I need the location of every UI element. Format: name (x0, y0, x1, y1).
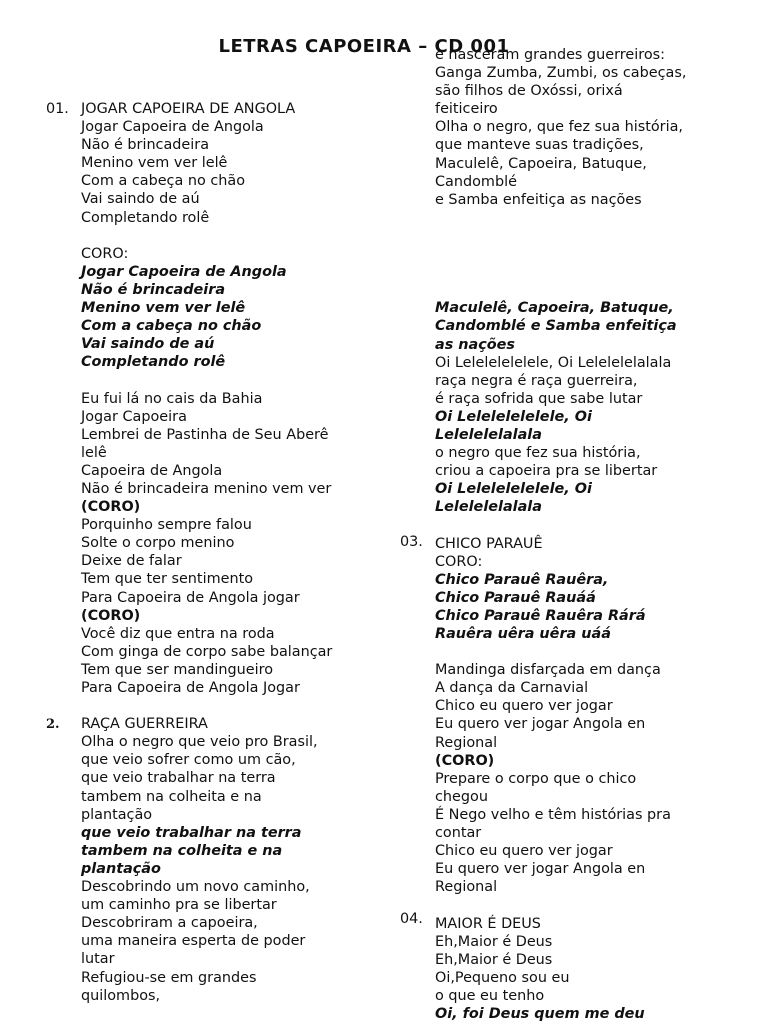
lyric-line: o negro que fez sua história, (435, 445, 641, 462)
bold-lyric-line: Oi Lelelelelelele, Oi (435, 481, 592, 498)
coro-line: Chico Parauê Rauêra, (435, 571, 609, 588)
coro-line: Não é brincadeira (81, 281, 226, 298)
lyric-line: Oi Lelelelelelele, Oi Lelelelelalala (435, 354, 672, 371)
coro-line: Vai saindo de aú (81, 336, 215, 353)
bold-lyric-line: Oi, foi Deus quem me deu (435, 1005, 645, 1022)
bold-lyric-line: Candomblé e Samba enfeitiça (435, 318, 677, 335)
section-title-1: JOGAR CAPOEIRA DE ANGOLA (81, 101, 296, 117)
lyric-line: Você diz que entra na roda (81, 625, 275, 642)
bold-lyric-line: tambem na colheita e na (81, 842, 283, 859)
lyric-line: Olha o negro que veio pro Brasil, (81, 734, 318, 751)
section-number-2: 2. (46, 717, 60, 732)
lyric-line: que veio trabalhar na terra (81, 770, 276, 787)
lyric-line: quilombos, (81, 987, 161, 1004)
lyric-line: Solte o corpo menino (81, 535, 235, 552)
lyric-line: Deixe de falar (81, 553, 182, 570)
lyric-line: Maculelê, Capoeira, Batuque, (435, 155, 647, 172)
section-title-4: MAIOR É DEUS (435, 915, 541, 932)
bold-lyric-line: Oi Lelelelelelele, Oi (435, 408, 592, 425)
lyric-line: Completando rolê (81, 209, 210, 226)
coro-line: Menino vem ver lelê (81, 300, 246, 317)
lyric-line: uma maneira esperta de poder (81, 933, 306, 950)
lyric-line: Para Capoeira de Angola Jogar (81, 680, 300, 696)
coro-line: Chico Parauê Rauáá (435, 589, 596, 606)
lyric-line: É Nego velho e têm histórias pra (435, 806, 671, 823)
section-number-3: 03. (400, 534, 423, 550)
lyric-line: e Samba enfeitiça as nações (435, 191, 642, 208)
lyric-line: criou a capoeira pra se libertar (435, 463, 658, 480)
bold-lyric-line: plantação (81, 860, 161, 877)
lyric-line: Tem que ser mandingueiro (81, 661, 274, 678)
lyric-line: Capoeira de Angola (81, 462, 223, 479)
lyric-line: é raça sofrida que sabe lutar (435, 390, 643, 407)
lyric-line: tambem na colheita e na (81, 788, 262, 805)
lyric-line: A dança da Carnavial (435, 680, 589, 697)
lyric-line: feiticeiro (435, 101, 498, 118)
lyric-line: Candomblé (435, 173, 517, 190)
coro-line: Com a cabeça no chão (81, 318, 262, 335)
lyric-line: que veio sofrer como um cão, (81, 752, 296, 769)
right-column (435, 46, 755, 1023)
bold-lyric-line: Maculelê, Capoeira, Batuque, (435, 300, 674, 317)
lyric-line: Eh,Maior é Deus (435, 933, 553, 950)
bold-lyric-line: que veio trabalhar na terra (81, 824, 302, 841)
lyric-line: Regional (435, 734, 498, 751)
bold-lyric-line: as nações (435, 336, 515, 353)
lyric-line: raça negra é raça guerreira, (435, 372, 638, 389)
lyric-line: Com a cabeça no chão (81, 173, 246, 190)
lyric-line: lelê (81, 444, 107, 461)
lyric-line: Tem que ter sentimento (81, 571, 254, 588)
coro-reference: (CORO) (435, 752, 495, 769)
lyric-line: Oi,Pequeno sou eu (435, 969, 570, 986)
lyric-line: que manteve suas tradições, (435, 137, 644, 154)
lyric-line: Olha o negro, que fez sua história, (435, 119, 683, 136)
lyric-line: Ganga Zumba, Zumbi, os cabeças, (435, 65, 687, 82)
lyric-line: e nasceram grandes guerreiros: (435, 47, 665, 63)
coro-label: CORO: (81, 245, 129, 262)
lyric-line: Vai saindo de aú (81, 191, 200, 208)
lyric-line: Descobrindo um novo caminho, (81, 879, 310, 896)
coro-line: Jogar Capoeira de Angola (81, 263, 287, 280)
lyric-line: Não é brincadeira menino vem ver (81, 480, 332, 497)
coro-line: Completando rolê (81, 354, 226, 371)
lyric-line: Eu quero ver jogar Angola en (435, 861, 646, 878)
bold-lyric-line: Lelelelelalala (435, 426, 542, 443)
lyric-line: Menino vem ver lelê (81, 155, 228, 172)
coro-label: CORO: (435, 553, 483, 570)
lyric-line: são filhos de Oxóssi, orixá (435, 83, 623, 100)
section-title-3: CHICO PARAUÊ (435, 535, 543, 552)
lyric-line: Eh,Maior é Deus (435, 951, 553, 968)
page-title: LETRAS CAPOEIRA – CD 001 (218, 36, 510, 57)
lyric-line: Para Capoeira de Angola jogar (81, 589, 300, 606)
lyric-line: Regional (435, 879, 498, 896)
lyric-line: Prepare o corpo que o chico (435, 770, 637, 787)
lyric-line: Não é brincadeira (81, 137, 210, 154)
lyric-line: Mandinga disfarçada em dança (435, 662, 661, 679)
coro-reference: (CORO) (81, 499, 141, 516)
section-title-2: RAÇA GUERREIRA (81, 716, 208, 733)
lyric-line: Porquinho sempre falou (81, 517, 252, 534)
lyric-line: Jogar Capoeira de Angola (81, 119, 264, 136)
bold-lyric-line: Lelelelelalala (435, 499, 542, 516)
section-number-4: 04. (400, 911, 423, 927)
lyric-line: o que eu tenho (435, 987, 545, 1004)
left-column (81, 100, 381, 1005)
lyric-line: Chico eu quero ver jogar (435, 698, 613, 715)
lyric-line: Descobriram a capoeira, (81, 915, 258, 932)
lyric-line: Eu quero ver jogar Angola en (435, 716, 646, 733)
lyric-line: Refugiou-se em grandes (81, 969, 257, 986)
lyric-line: Lembrei de Pastinha de Seu Aberê (81, 426, 329, 443)
lyric-line: Jogar Capoeira (81, 408, 187, 425)
lyric-line: Chico eu quero ver jogar (435, 843, 613, 860)
lyric-line: plantação (81, 806, 153, 823)
coro-line: Chico Parauê Rauêra Rárá (435, 607, 646, 624)
lyric-line: contar (435, 825, 482, 842)
lyric-line: Eu fui lá no cais da Bahia (81, 390, 263, 407)
section-number-1: 01. (46, 101, 69, 117)
lyric-line: um caminho pra se libertar (81, 897, 277, 914)
coro-reference: (CORO) (81, 607, 141, 624)
coro-line: Rauêra uêra uêra uáá (435, 626, 611, 642)
lyric-line: Com ginga de corpo sabe balançar (81, 643, 333, 660)
lyric-line: lutar (81, 951, 115, 968)
lyric-line: chegou (435, 788, 488, 805)
